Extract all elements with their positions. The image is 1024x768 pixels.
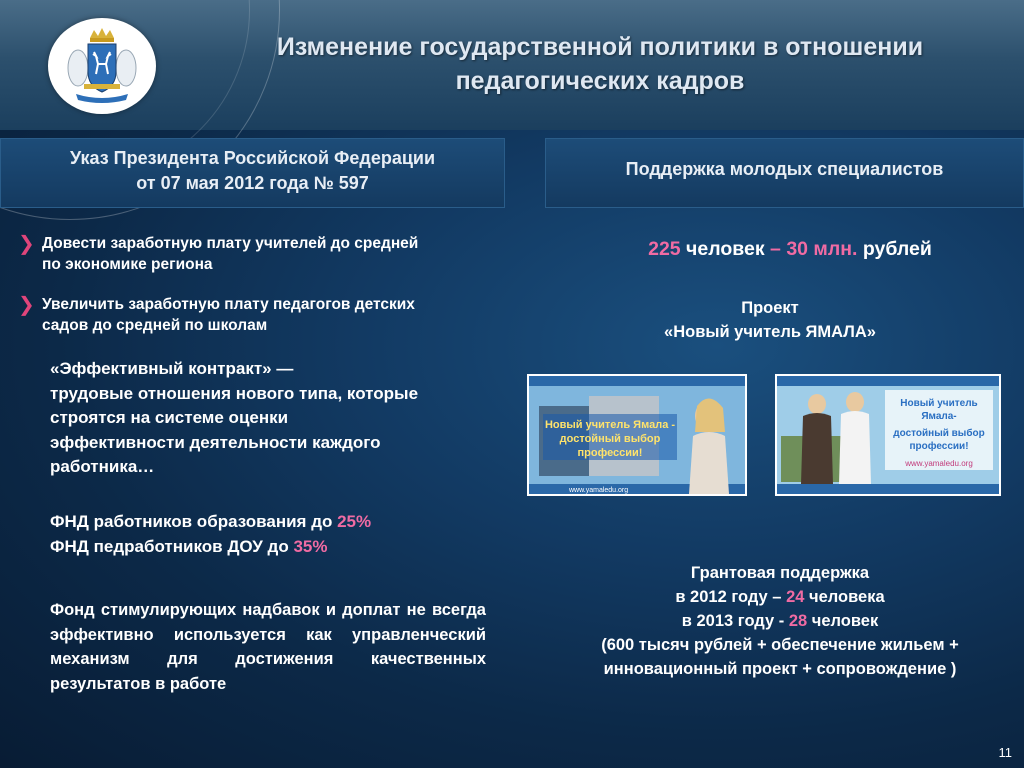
text-line: строятся на системе оценки <box>50 408 289 427</box>
text-line <box>50 535 490 560</box>
svg-text:достойный выбор: достойный выбор <box>559 433 661 445</box>
amount-unit: рублей <box>857 238 932 260</box>
project-name: «Новый учитель ЯМАЛА» <box>664 323 876 341</box>
page-number: 11 <box>998 745 1012 760</box>
effective-contract-text <box>50 357 490 480</box>
page-title <box>190 30 1010 98</box>
fnd-label: ФНД педработников ДОУ до <box>50 536 294 556</box>
bullet-item <box>18 294 498 336</box>
bullet-item <box>18 233 498 275</box>
count-value: 225 <box>648 238 681 260</box>
grant-value: 28 <box>788 612 808 630</box>
project-title <box>560 296 980 344</box>
coat-of-arms-logo <box>48 18 156 114</box>
bullet-text: Увеличить заработную плату педагогов детских <box>42 296 415 313</box>
svg-text:профессии!: профессии! <box>577 447 643 459</box>
decree-header <box>0 138 505 208</box>
text-line: «Эффективный контракт» — <box>50 359 294 378</box>
dash: – <box>770 238 781 260</box>
text-line <box>50 510 490 535</box>
svg-text:Новый учитель Ямала -: Новый учитель Ямала - <box>544 419 676 431</box>
text-line: (600 тысяч рублей + обеспечение жильем + <box>601 636 959 654</box>
count-unit: человек <box>680 238 771 260</box>
text-line: инновационный проект + сопровождение ) <box>603 660 957 678</box>
grant-text: человек <box>807 612 879 630</box>
fund-text <box>50 598 486 696</box>
chevron-right-icon: ❯ <box>18 233 35 255</box>
young-specialists-header-text: Поддержка молодых специалистов <box>625 159 944 179</box>
fnd-text <box>50 510 490 559</box>
svg-text:Ямала-: Ямала- <box>921 411 957 422</box>
bullet-text: по экономике региона <box>42 256 213 273</box>
project-label: Проект <box>741 299 799 317</box>
fund-paragraph: Фонд стимулирующих надбавок и доплат не всегда эффективно используется как управленческий механизм для достижения качественных результатов в работе <box>50 601 486 693</box>
amount-value: 30 млн. <box>786 238 858 260</box>
title-line: педагогических кадров <box>455 67 745 95</box>
young-specialists-stats <box>580 238 1000 261</box>
bullet-text: садов до средней по школам <box>42 317 268 334</box>
decree-header-line: Указ Президента Российской Федерации <box>69 148 436 168</box>
bullet-text: Довести заработную плату учителей до средней <box>42 235 419 252</box>
chevron-right-icon: ❯ <box>18 294 35 316</box>
project-banner-image <box>527 374 747 496</box>
text-line: работника… <box>50 457 155 476</box>
text-line <box>560 609 1000 633</box>
svg-text:профессии!: профессии! <box>909 441 969 452</box>
grant-support-text <box>560 561 1000 681</box>
text-line: трудовые отношения нового типа, которые <box>50 383 419 403</box>
svg-text:Новый учитель: Новый учитель <box>900 398 978 409</box>
title-line: Изменение государственной политики в отношении <box>276 33 924 61</box>
fnd-value: 25% <box>337 512 372 531</box>
fnd-label: ФНД работников образования до <box>50 512 338 531</box>
grant-text: в 2013 году - <box>681 612 789 630</box>
text-line: эффективности деятельности каждого <box>50 432 381 452</box>
young-specialists-header <box>545 138 1024 208</box>
grant-text: в 2012 году – <box>675 588 787 606</box>
svg-text:достойный выбор: достойный выбор <box>893 428 985 439</box>
fnd-value: 35% <box>293 536 328 556</box>
text-line <box>560 585 1000 609</box>
text-line: Грантовая поддержка <box>690 564 870 582</box>
svg-text:www.yamaledu.org: www.yamaledu.org <box>905 459 973 468</box>
grant-value: 24 <box>786 588 805 606</box>
project-banner-image <box>775 374 1001 496</box>
svg-text:www.yamaledu.org: www.yamaledu.org <box>569 487 629 494</box>
decree-header-line: от 07 мая 2012 года № 597 <box>136 173 369 193</box>
grant-text: человека <box>804 588 885 606</box>
